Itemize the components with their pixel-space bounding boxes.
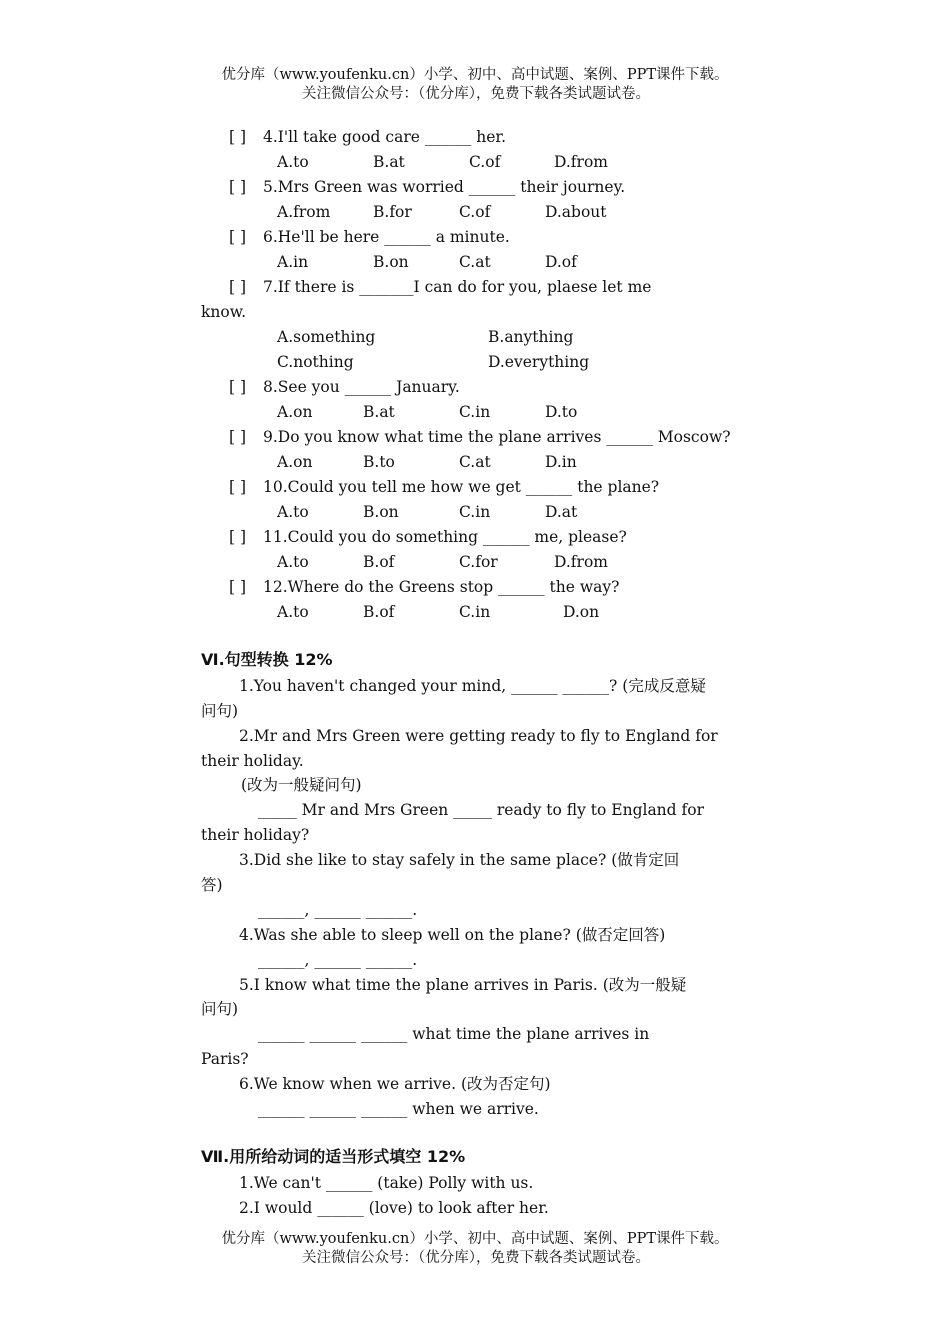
s6-line: their holiday? [201,826,310,844]
answer-bracket[interactable]: [ ] [229,428,247,446]
answer-bracket[interactable]: [ ] [229,128,247,146]
header-line-2: 关注微信公众号：（优分库），免费下载各类试题试卷。 [302,86,650,102]
s6-line: 5.I know what time the plane arrives in Paris. (改为一般疑 [239,976,687,994]
s6-line: _____ Mr and Mrs Green _____ ready to fly to England for [258,801,704,819]
answer-bracket[interactable]: [ ] [229,478,247,496]
question-9: [ ] 9.Do you know what time the plane arrives ______ Moscow? [229,425,731,449]
s6-line: 答) [201,876,223,894]
s6-line: 1.You haven't changed your mind, ______ ______? (完成反意疑 [239,677,706,695]
s6-line: Paris? [201,1050,249,1068]
answer-bracket[interactable]: [ ] [229,378,247,396]
s6-line: 问句) [201,1000,239,1018]
s6-line: ______ ______ ______ when we arrive. [258,1100,539,1118]
footer-line-2: 关注微信公众号：（优分库），免费下载各类试题试卷。 [302,1250,650,1266]
footer-line-1: 优分库（www.youfenku.cn）小学、初中、高中试题、案例、PPT课件下载。 [221,1231,729,1247]
s7-line: 2.I would ______ (love) to look after her. [239,1199,549,1217]
question-4: [ ] 4.I'll take good care ______ her. [229,125,506,149]
s6-line: 3.Did she like to stay safely in the same place? (做肯定回 [239,851,680,869]
s6-line: ______, ______ ______. [258,951,418,969]
page-header [0,66,950,104]
s6-line: their holiday. [201,752,304,770]
s6-line: 4.Was she able to sleep well on the plane? (做否定回答) [239,926,666,944]
answer-bracket[interactable]: [ ] [229,278,247,296]
s6-line: (改为一般疑问句) [241,776,362,794]
section-6-title: Ⅵ.句型转换 12% [201,650,333,669]
s6-line: ______ ______ ______ what time the plane arrives in [258,1025,650,1043]
question-7: [ ] 7.If there is _______I can do for you, plaese let me [229,275,651,299]
question-8: [ ] 8.See you ______ January. [229,375,460,399]
s6-line: 6.We know when we arrive. (改为否定句) [239,1075,551,1093]
page-footer [0,1230,950,1268]
question-6: [ ] 6.He'll be here ______ a minute. [229,225,510,249]
question-5: [ ] 5.Mrs Green was worried ______ their journey. [229,175,625,199]
answer-bracket[interactable]: [ ] [229,578,247,596]
question-10: [ ] 10.Could you tell me how we get ______ the plane? [229,475,659,499]
section-7-title: Ⅶ.用所给动词的适当形式填空 12% [201,1147,466,1166]
answer-bracket[interactable]: [ ] [229,228,247,246]
header-line-1: 优分库（www.youfenku.cn）小学、初中、高中试题、案例、PPT课件下载。 [221,67,729,83]
question-7-continuation: know. [201,303,247,321]
s6-line: 2.Mr and Mrs Green were getting ready to fly to England for [239,727,718,745]
question-12: [ ] 12.Where do the Greens stop ______ the way? [229,575,619,599]
s6-line: 问句) [201,702,239,720]
answer-bracket[interactable]: [ ] [229,528,247,546]
answer-bracket[interactable]: [ ] [229,178,247,196]
question-11: [ ] 11.Could you do something ______ me, please? [229,525,627,549]
s6-line: ______, ______ ______. [258,901,418,919]
s7-line: 1.We can't ______ (take) Polly with us. [239,1174,534,1192]
